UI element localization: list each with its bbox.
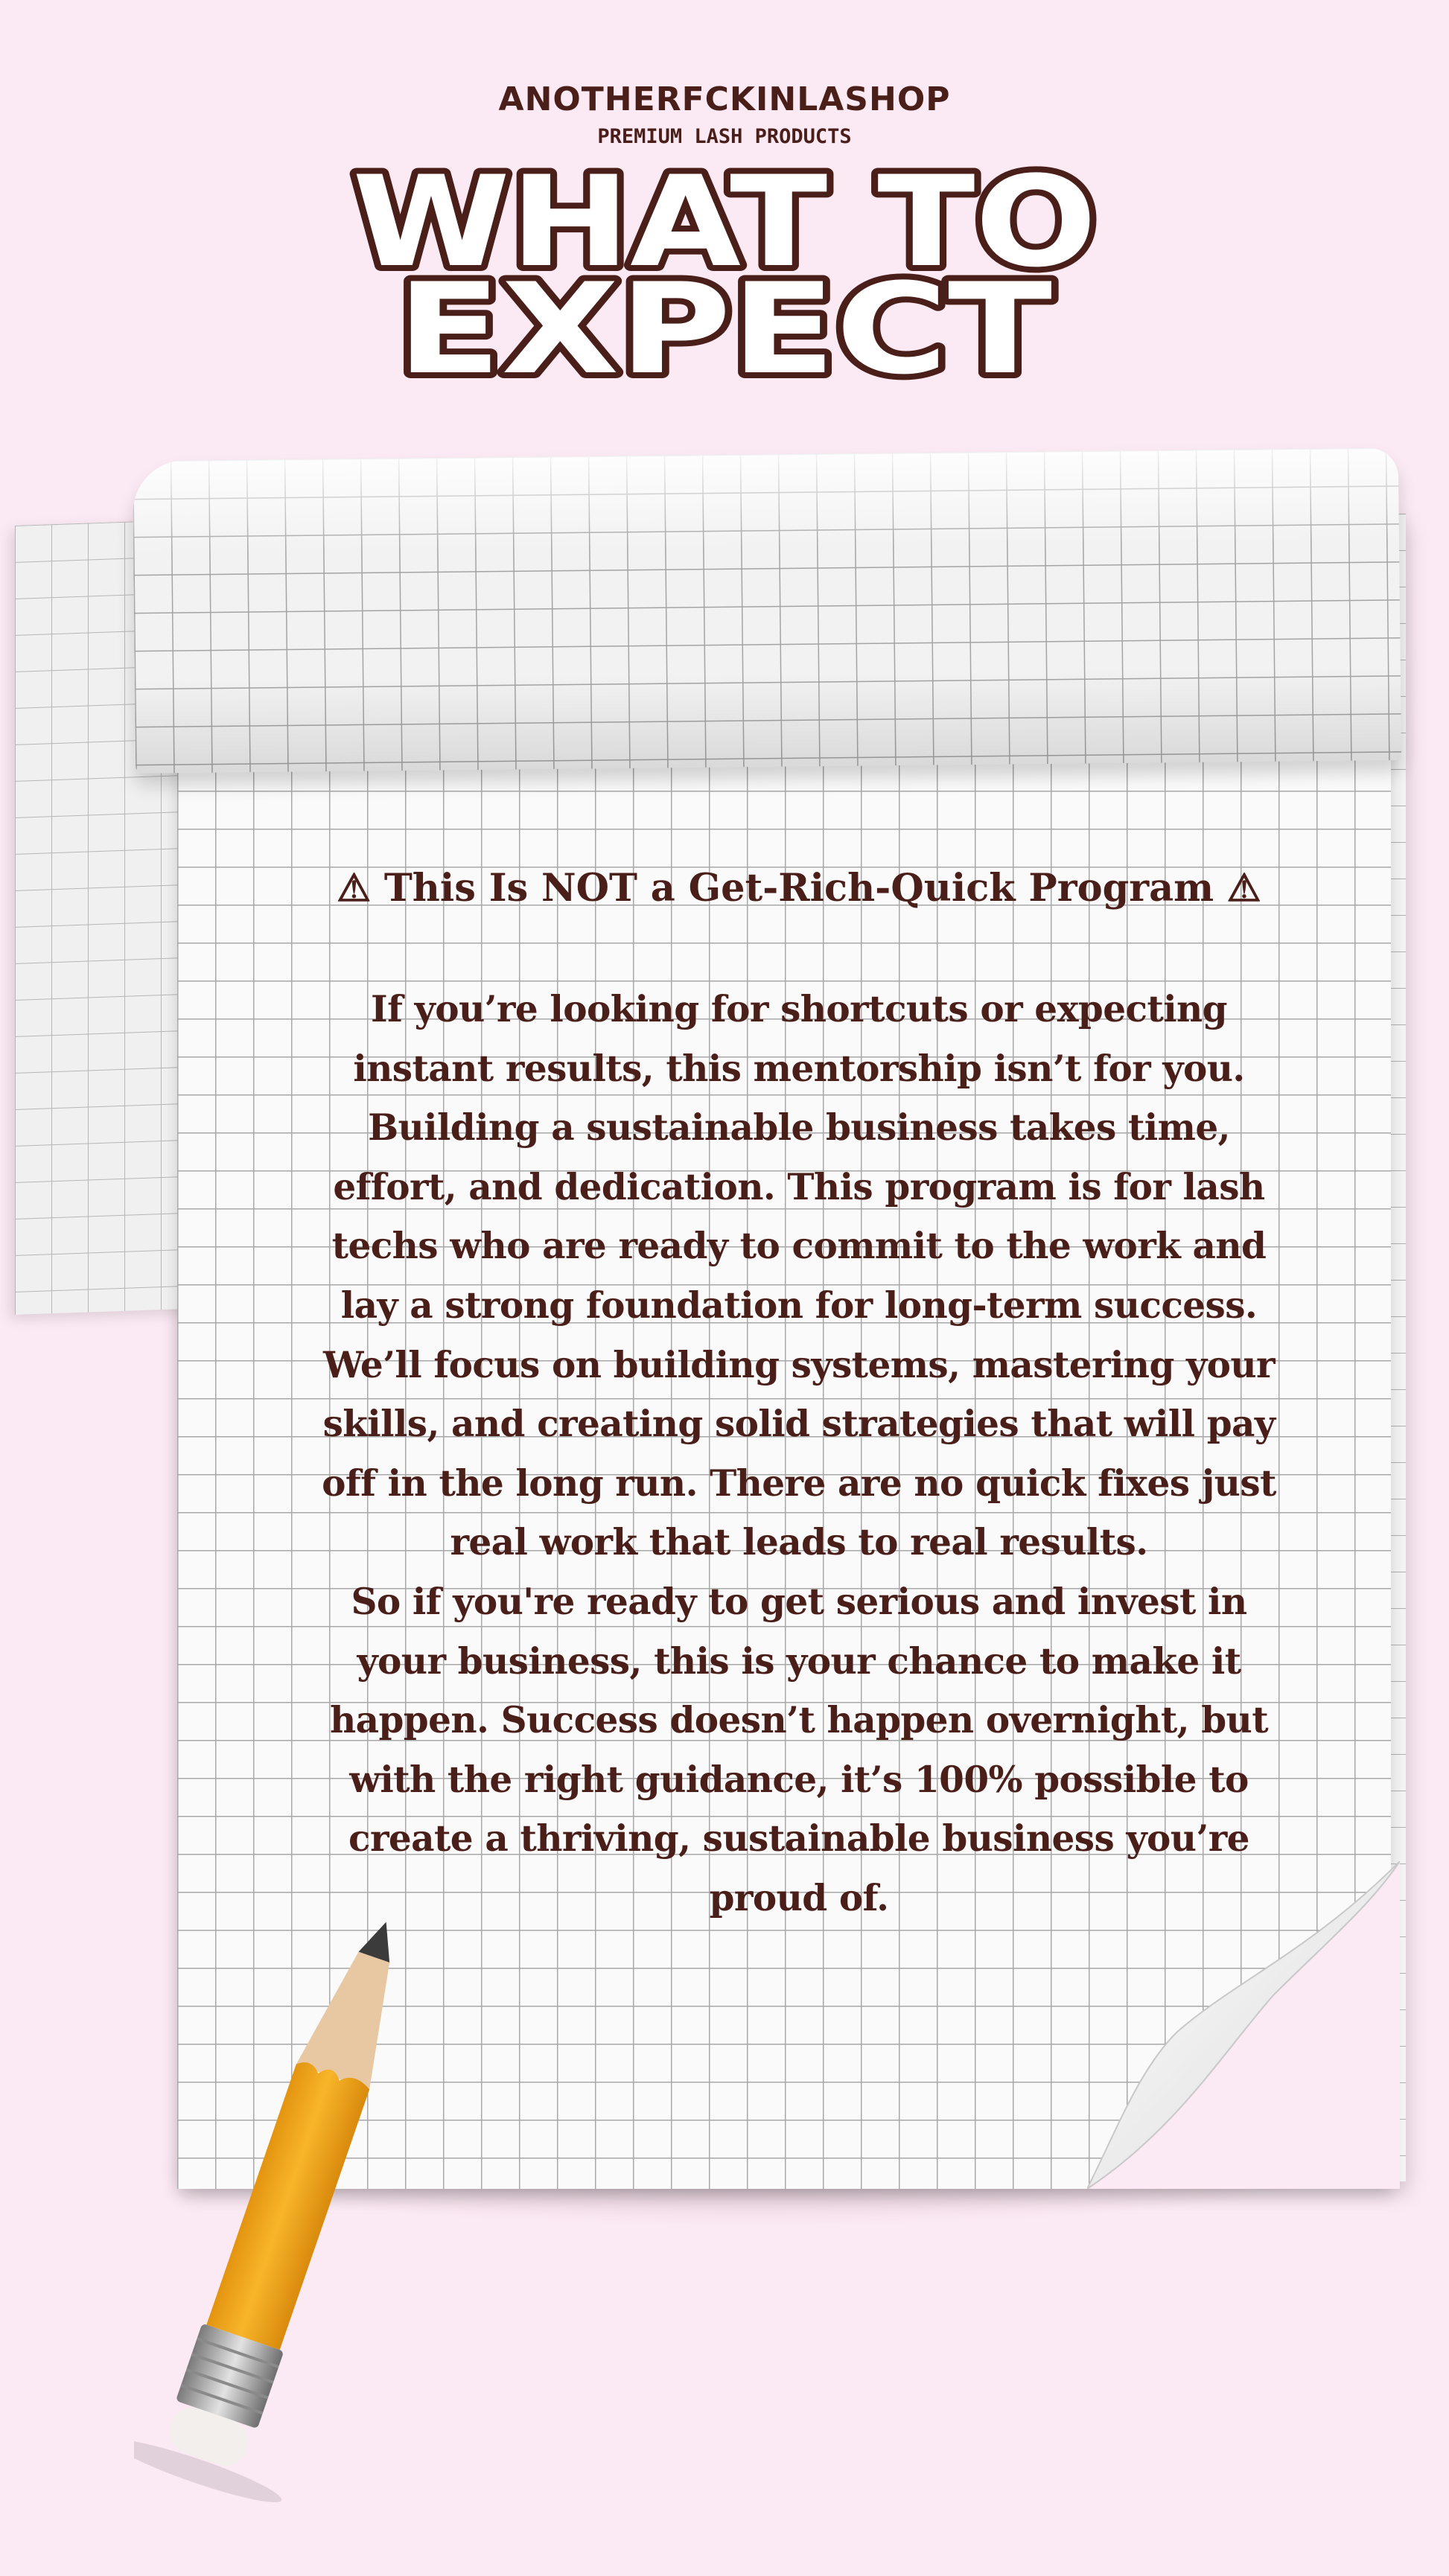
warning-title: ⚠ This Is NOT a Get-Rich-Quick Program ⚠ [337,866,1261,911]
notice-line: with the right guidance, it’s 100% possible to [349,1758,1249,1801]
notice-line: happen. Success doesn’t happen overnight, but [329,1699,1269,1742]
brand-logo: ANOTHERFCKINLASHOP [498,80,951,118]
notice-line: your business, this is your chance to make it [357,1639,1241,1683]
pencil-icon [134,1891,447,2509]
notice-line: real work that leads to real results. [450,1521,1148,1564]
notice-line: create a thriving, sustainable business you’re [348,1817,1249,1861]
notice-line: off in the long run. There are no quick fixes just [322,1461,1276,1505]
notice-line: techs who are ready to commit to the work and [331,1225,1267,1268]
notice-line: Building a sustainable business takes time, [368,1106,1230,1150]
page-headline [278,155,1171,393]
headline-line2: EXPECT [397,256,1052,393]
notice-line: proud of. [709,1876,889,1919]
brand-tagline: PREMIUM LASH PRODUCTS [597,125,852,148]
notice-line: So if you're ready to get serious and invest in [351,1580,1247,1623]
headline-line1: WHAT TO [352,155,1097,295]
header [0,0,1449,417]
notice-line: effort, and dedication. This program is for lash [333,1165,1265,1208]
notice-line: skills, and creating solid strategies that will pay [322,1403,1276,1446]
notice-line: lay a strong foundation for long-term success. [340,1284,1258,1327]
notice-body [315,980,1283,1928]
notice-line: We’ll focus on building systems, mastering your [322,1343,1276,1386]
notice-line: If you’re looking for shortcuts or expecting [371,988,1227,1030]
notepad-rolled-page [133,447,1401,774]
notice-line: instant results, this mentorship isn’t for you. [353,1047,1245,1090]
